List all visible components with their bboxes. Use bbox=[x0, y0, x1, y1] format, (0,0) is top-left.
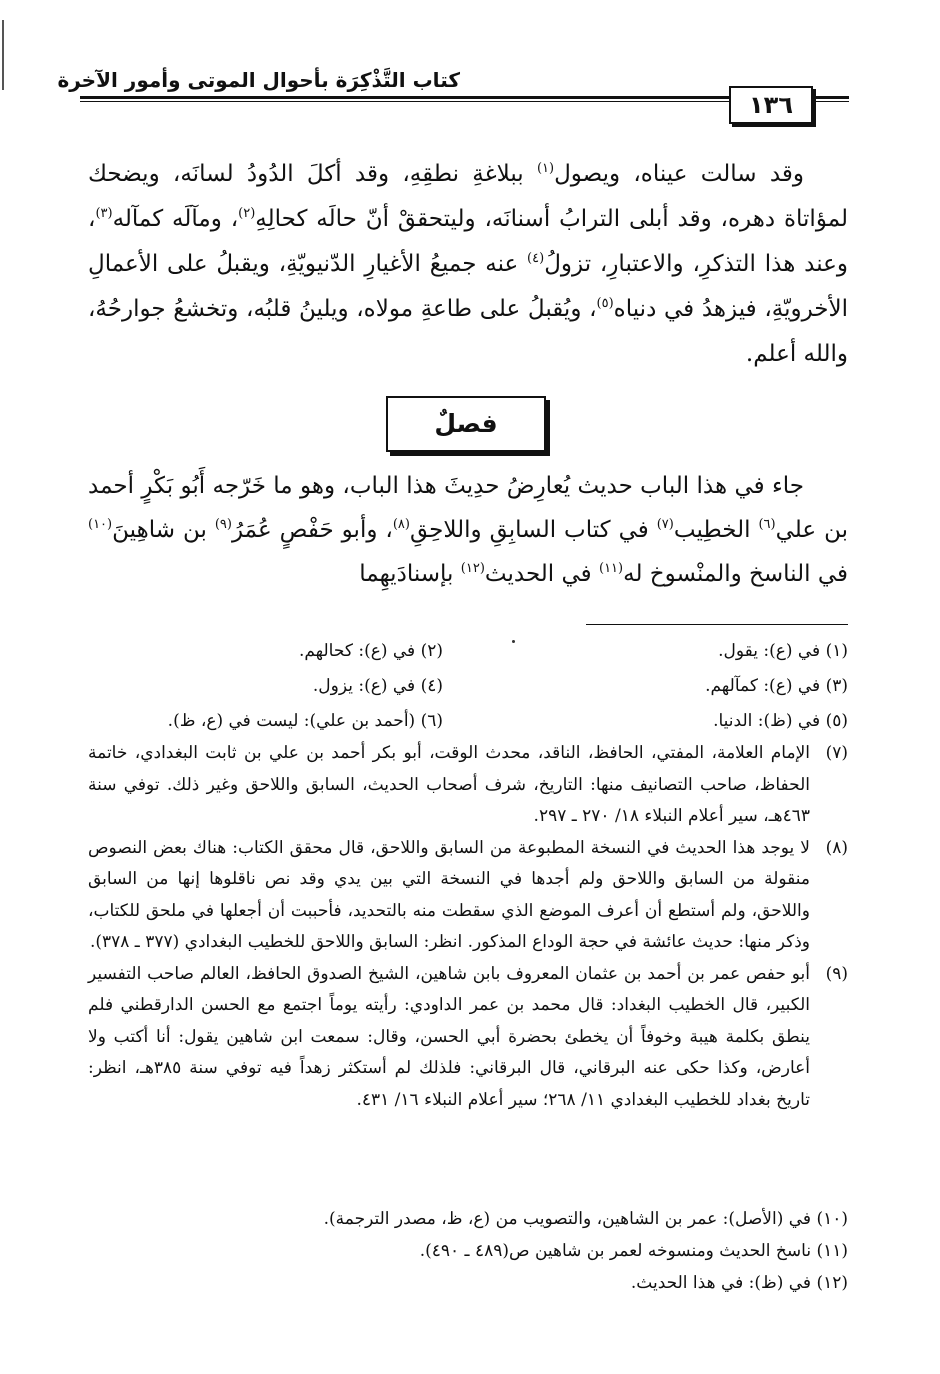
footnote-ref: (٤) bbox=[527, 251, 545, 266]
footnote bbox=[88, 738, 848, 833]
footnote-ref: (٦) bbox=[758, 517, 776, 532]
footnote-text: الإمام العلامة، المفتي، الحافظ، الناقد، محدث الوقت، أبو بكر أحمد بن علي بن ثابت البغدادي، خاتمة الحفاظ، صاحب التصانيف منها: التاريخ، شرف أصحاب الحديث، السابق واللاحق وغير ذلك. توفي سنة ٤٦٣هـ، سير أعلام النبلاء ١٨/ ٢٧٠ ـ ٢٩٧. bbox=[88, 743, 810, 826]
scan-edge-mark bbox=[2, 20, 4, 90]
footnote-ref: (٩) bbox=[214, 517, 232, 532]
text-run: ، ويُقبلُ على طاعةِ مولاه، ويلينُ قلبُه، وتخشعُ جوارحُهُ، والله أعلم. bbox=[88, 296, 848, 367]
footnote-row bbox=[88, 634, 848, 669]
main-paragraph bbox=[88, 152, 848, 377]
text-run: الخطِيب bbox=[673, 517, 759, 543]
footnote-text: لا يوجد هذا الحديث في النسخة المطبوعة من السابق واللاحق، قال محقق الكتاب: هناك بعض النصوص منقولة من السابق واللاحق ولم أجدها في النسخة التي بين يدي وقد نص ناقلوها إنها من السابق واللاحق، ولم أستطع أن أعرف الموضع الذي سقطت منه بالتحديد، فأحببت أن أجعلها في ملحق للكتاب، وذكر منها: حديث عائشة في حجة الوداع المذكور. انظر: السابق واللاحق للخطيب البغدادي (٣٧٧ ـ ٣٧٨). bbox=[88, 837, 810, 952]
footnote: (٥) في (ظ): الدنيا. bbox=[713, 711, 848, 731]
header-rule-tail bbox=[809, 96, 849, 102]
footnote: (١١) ناسخ الحديث ومنسوخه لعمر بن شاهين ص(٤٨٩ ـ ٤٩٠). bbox=[419, 1241, 848, 1261]
main-text bbox=[88, 152, 848, 377]
text-run: ببلاغةِ نطقِهِ، وقد أكلَ الدُودُ لسانَه، ويضحك لمؤاتاة دهره، وقد أبلى الترابُ أسنانَه، وليتحققْ أنّ حالَه كحالِهِ bbox=[88, 161, 848, 232]
text-run: ، وأبو حَفْصٍ عُمَرُ bbox=[231, 517, 393, 543]
footnote-ref: (٥) bbox=[596, 296, 614, 311]
footnote-ref: (١٠) bbox=[88, 517, 113, 532]
text-run: ، وعند هذا التذكرِ، والاعتبارِ، تزولُ bbox=[88, 206, 848, 277]
text-run: بن شاهِينَ bbox=[112, 517, 215, 543]
page-number: ١٣٦ bbox=[729, 86, 813, 124]
footnotes-long bbox=[88, 738, 848, 1116]
text-run: في الناسخ والمنْسوخ له bbox=[623, 561, 848, 587]
running-header-title: كتاب التَّذْكِرَة بأحوال الموتى وأمور الآخرة bbox=[57, 68, 460, 92]
footnote-ref: (١١) bbox=[598, 561, 624, 576]
footnote-row bbox=[88, 704, 848, 739]
footnotes-short-grid bbox=[88, 634, 848, 739]
footnote-number: (٨) bbox=[825, 837, 848, 858]
footnote: (١٠) في (الأصل): عمر بن الشاهين، والتصويب من (ع، ظ، مصدر الترجمة). bbox=[323, 1209, 848, 1229]
footnote: (١) في (ع): يقول. bbox=[718, 641, 848, 661]
header-rule bbox=[80, 96, 729, 102]
footnote-number: (٧) bbox=[825, 743, 848, 763]
footnote-ref: (١٢) bbox=[460, 561, 485, 576]
footnote-ref: (٣) bbox=[95, 206, 113, 221]
footnote-ref: (٧) bbox=[656, 517, 674, 532]
text-run: في كتاب السابِقِ واللاحِقِ bbox=[409, 517, 657, 543]
section-paragraph bbox=[88, 464, 848, 596]
text-run: في الحديث bbox=[484, 561, 599, 587]
text-run: ، ومآلَه كمآله bbox=[112, 206, 239, 232]
footnote-text: أبو حفص عمر بن أحمد بن عثمان المعروف بابن شاهين، الشيخ الصدوق الحافظ، العالم صاحب التفسير الكبير، قال الخطيب البغداد: قال محمد بن عمر الداودي: رأيته يوماً اجتمع مع الحسن الدارقطني فلم ينطق بكلمة هيبة وخوفاً أن يخطئ بحضرة أبي الحسن، وقال: سمعت ابن شاهين يقول: أنا أكتب ولا أعارض، وكذا حكى عنه البرقاني، قال البرقاني: فلذلك لم أستكثر زهداً فيه توفي سنة ٣٨٥هـ، انظر: تاريخ بغداد للخطيب البغدادي ١١/ ٢٦٨؛ سير أعلام النبلاء ١٦/ ٤٣١. bbox=[88, 963, 810, 1110]
text-run: وقد سالت عيناه، ويصول bbox=[554, 161, 804, 187]
footnote: (٣) في (ع): كمآلهم. bbox=[705, 676, 848, 696]
footnotes-tail bbox=[88, 1203, 848, 1299]
footnote: (٢) في (ع): كحالهم. bbox=[298, 641, 443, 661]
text-run: عنه جميعُ الأغيارِ الدّنيويّةِ، ويقبلُ على الأعمالِ الأخرويّةِ، فيزهدُ في دنياه bbox=[88, 251, 848, 322]
footnote-separator bbox=[586, 624, 848, 625]
footnote: (٦) (أحمد بن علي): ليست في (ع، ظ). bbox=[167, 711, 443, 731]
footnote bbox=[88, 833, 848, 959]
footnote-ref: (١) bbox=[536, 161, 555, 176]
text-run: بإسنادَيهِما bbox=[359, 561, 461, 587]
footnote-row bbox=[88, 669, 848, 704]
footnote bbox=[88, 959, 848, 1117]
text-run: جاء في هذا الباب حديث يُعارِضُ حدِيثَ هذا الباب، وهو ما خَرّجه أَبُو بَكْرٍ أحمد بن علي bbox=[88, 473, 848, 543]
footnote-ref: (٢) bbox=[238, 206, 256, 221]
footnote-ref: (٨) bbox=[392, 517, 410, 532]
footnote-number: (٩) bbox=[825, 963, 848, 984]
footnote: (١٢) في (ظ): في هذا الحديث. bbox=[630, 1273, 848, 1293]
section-heading: فصلٌ bbox=[386, 396, 546, 452]
footnote: (٤) في (ع): يزول. bbox=[312, 676, 443, 696]
